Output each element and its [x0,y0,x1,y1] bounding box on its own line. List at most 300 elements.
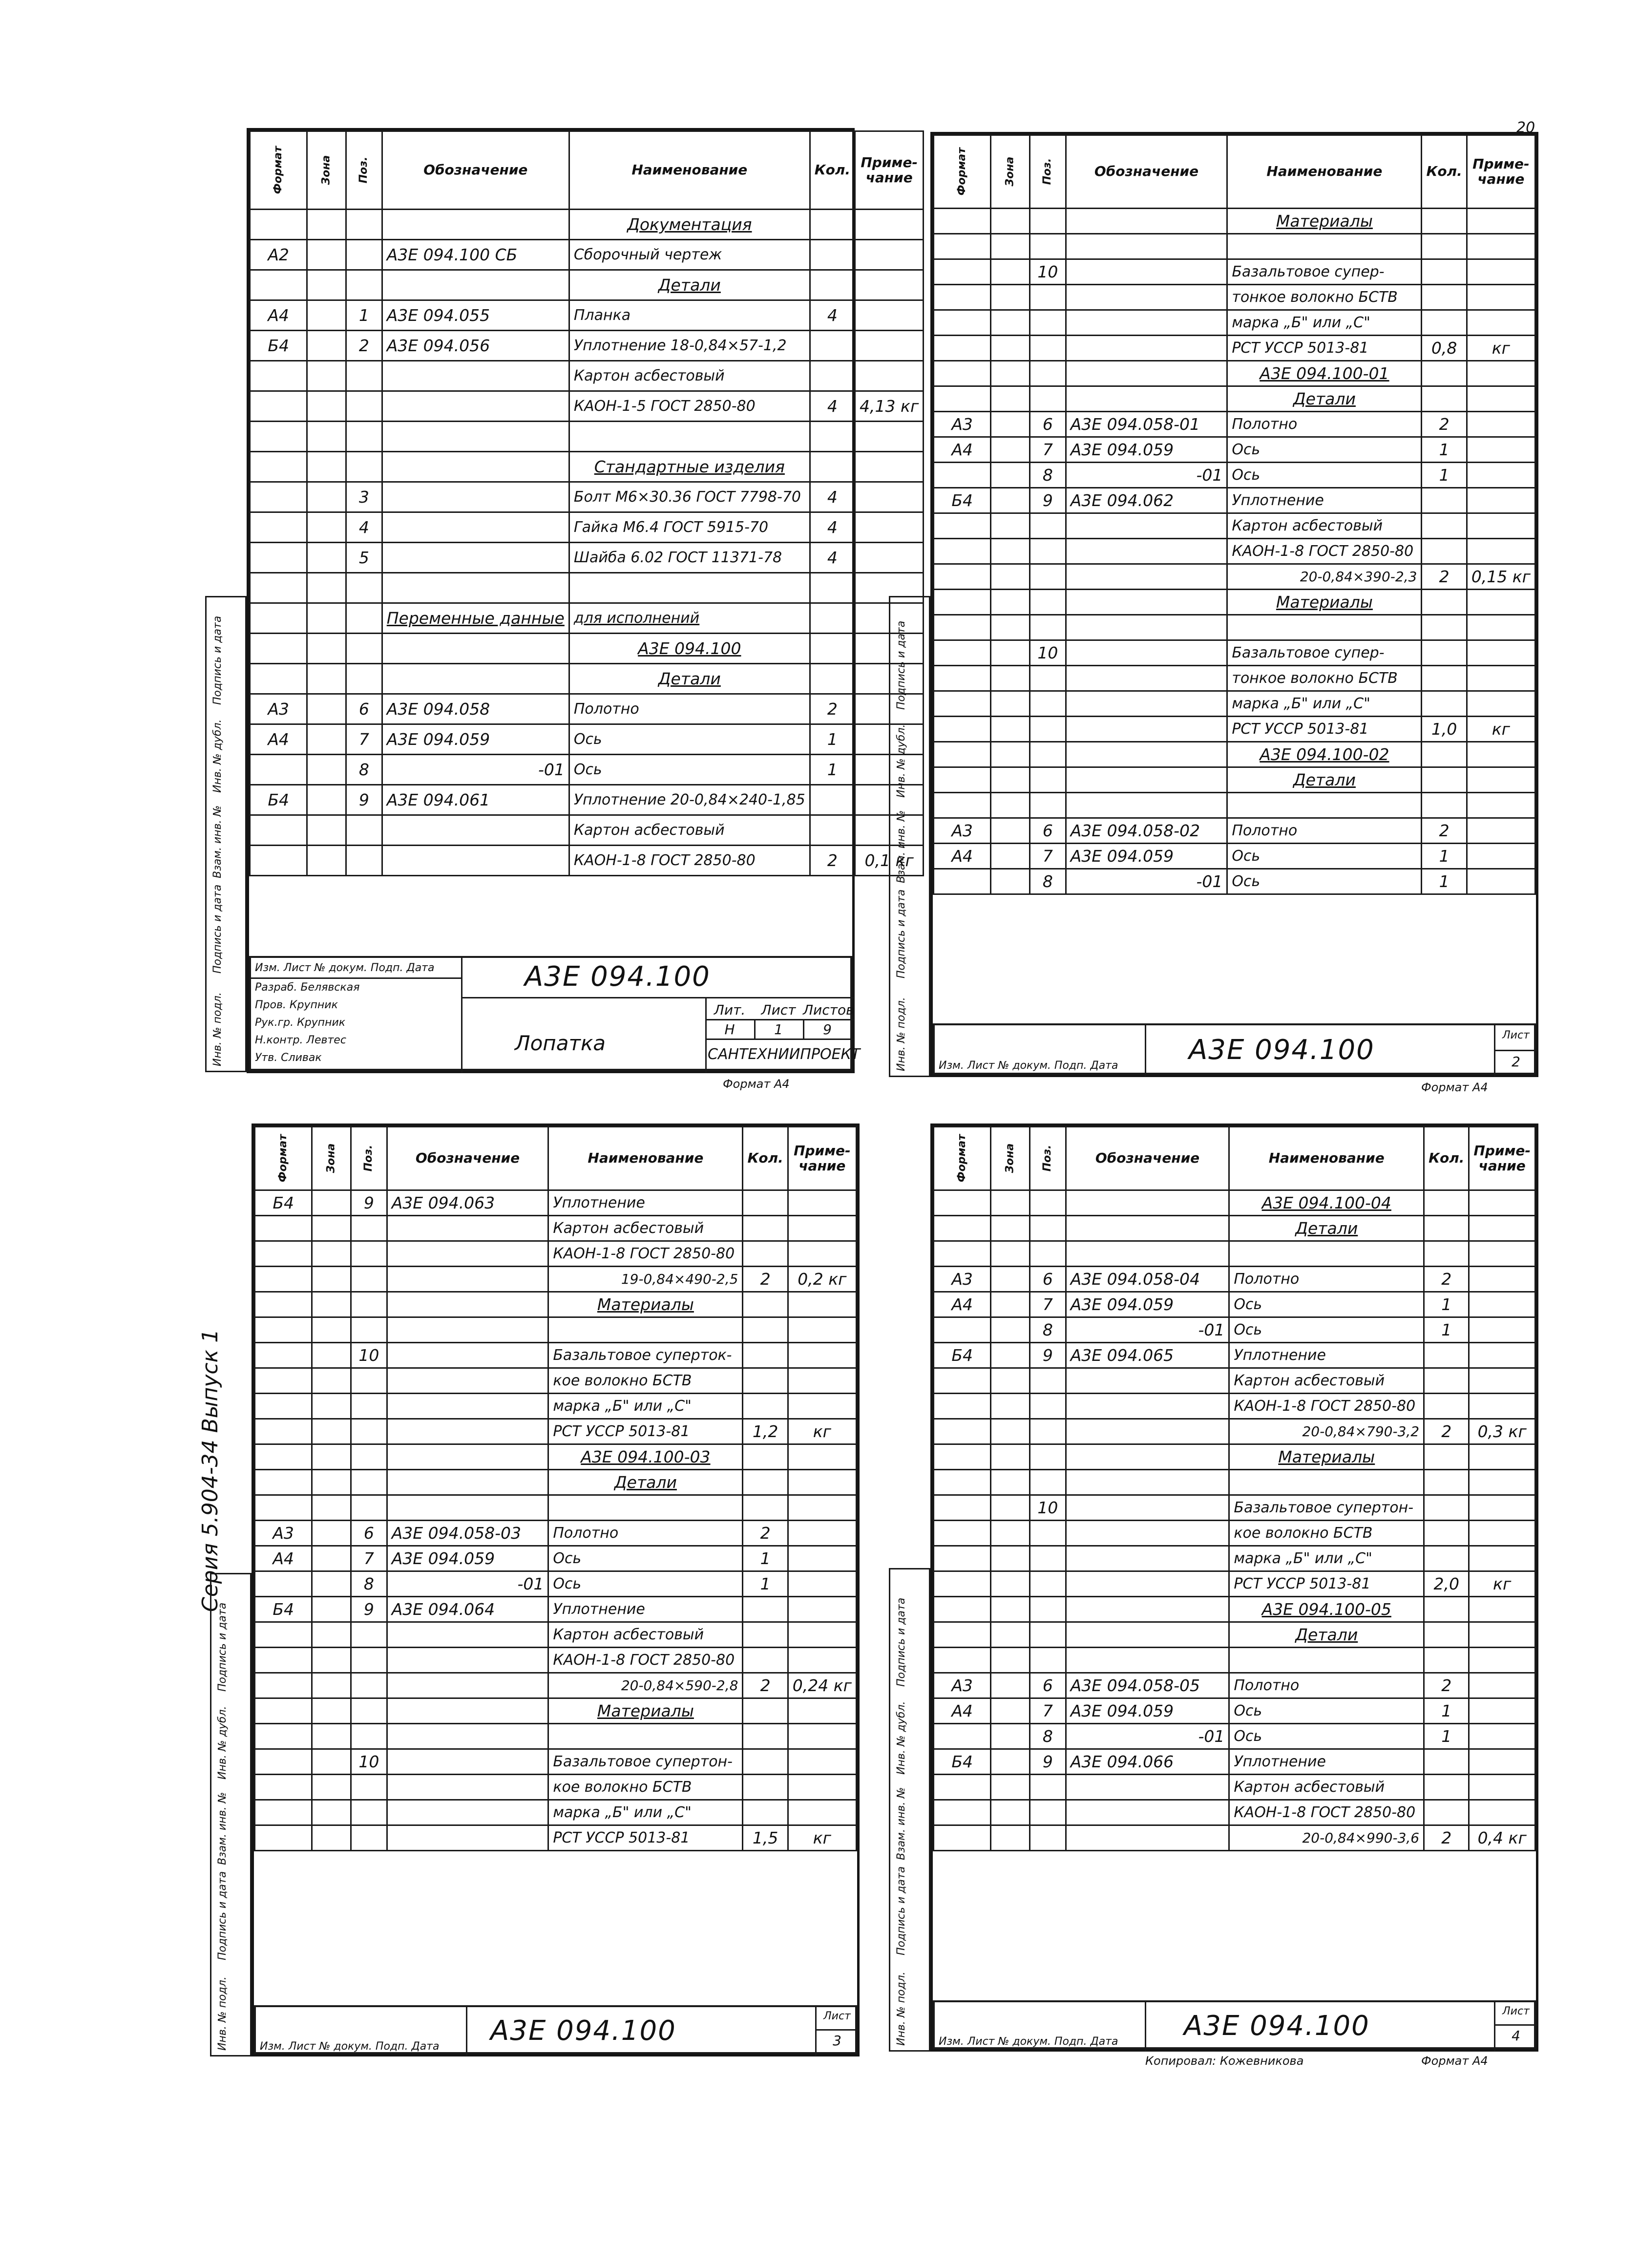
cell-qty [810,331,855,361]
table-row [934,1571,1535,1597]
stamp-person: Н.контр. Левтес [255,1034,346,1046]
cell-name: марка „Б" или „С" [1227,310,1422,336]
cell-position [351,1495,387,1521]
stamp-person: Пров. Крупник [255,999,338,1011]
cell-name: Ось [1227,463,1422,488]
cell-qty: 2,0 [1424,1571,1469,1597]
spec-sheet-4 [930,1123,1538,2052]
cell-note [1467,361,1535,386]
cell-position: 6 [1030,818,1066,844]
cell-zone [991,1775,1030,1800]
cell-note [1469,1343,1535,1368]
table-row [934,793,1535,818]
cell-note [855,452,924,482]
column-header-note: Приме-чание [1467,135,1535,209]
cell-position [1030,564,1066,590]
cell-qty: 1 [1424,1698,1469,1724]
table-row [255,1521,857,1546]
cell-zone [991,1470,1030,1495]
cell-note [1469,1495,1535,1521]
cell-format [934,767,991,793]
cell-qty [1424,1800,1469,1825]
cell-zone [991,259,1030,285]
cell-qty: 0,8 [1422,336,1467,361]
cell-note [788,1597,856,1622]
cell-position: 6 [351,1521,387,1546]
cell-designation: А3Е 094.059 [1066,1292,1229,1317]
cell-note [788,1444,856,1470]
cell-designation [1066,1394,1229,1419]
cell-qty: 1 [810,724,855,755]
table-row [934,1419,1535,1444]
cell-name: Болт М6×30.36 ГОСТ 7798-70 [569,482,810,512]
cell-note [788,1546,856,1571]
title-block [933,2000,1536,2049]
cell-note [1467,386,1535,412]
cell-designation [387,1317,548,1343]
column-header-name: Наименование [569,131,810,210]
cell-position [346,422,382,452]
header-row [934,1127,1535,1190]
table-row [250,634,924,664]
cell-position [351,1317,387,1343]
cell-note [1469,1292,1535,1317]
cell-zone [312,1622,351,1648]
cell-qty [810,815,855,846]
cell-name: Планка [569,300,810,331]
cell-designation: А3Е 094.059 [1066,844,1227,869]
table-row [255,1317,857,1343]
side-label: Взам. инв. № [216,1792,229,1865]
table-row [934,513,1535,539]
cell-qty: 1 [1422,844,1467,869]
stamp-roles: Изм. Лист № докум. Подп. Дата [255,962,435,974]
cell-qty: 2 [1424,1267,1469,1292]
cell-designation [1066,1241,1229,1267]
cell-zone [991,1724,1030,1749]
cell-zone [307,573,346,603]
cell-name: Полотно [548,1521,743,1546]
cell-note [1469,1470,1535,1495]
cell-designation [387,1394,548,1419]
cell-designation [1066,209,1227,234]
cell-position [1030,615,1066,640]
cell-name: Ось [1229,1724,1424,1749]
table-row [934,1724,1535,1749]
cell-position: 7 [1030,1698,1066,1724]
cell-format [255,1216,312,1241]
cell-name: Уплотнение [1229,1343,1424,1368]
cell-name [1229,1648,1424,1673]
table-row [255,1190,857,1216]
cell-designation [382,512,569,543]
cell-note [855,270,924,300]
table-row [934,1292,1535,1317]
cell-note [788,1292,856,1317]
cell-name: Материалы [1227,209,1422,234]
cell-zone [312,1673,351,1698]
table-row [934,361,1535,386]
cell-format [934,666,991,691]
cell-name: Сборочный чертеж [569,240,810,270]
cell-zone [312,1775,351,1800]
cell-name: А3Е 094.100 [569,634,810,664]
cell-format: А3 [934,412,991,437]
cell-name: Полотно [1229,1673,1424,1698]
side-label: Инв. № дубл. [895,724,907,798]
cell-position [1030,590,1066,615]
cell-zone [312,1343,351,1368]
cell-zone [312,1571,351,1597]
cell-position [1030,767,1066,793]
cell-zone [307,664,346,694]
cell-qty [810,452,855,482]
cell-note: 0,15 кг [1467,564,1535,590]
cell-designation [382,815,569,846]
cell-note [788,1216,856,1241]
cell-position [351,1724,387,1749]
table-row [934,1216,1535,1241]
cell-designation [387,1267,548,1292]
cell-name: 20-0,84×590-2,8 [548,1673,743,1698]
cell-qty [1422,793,1467,818]
cell-qty: 4 [810,300,855,331]
cell-name: Базальтовое супертон- [1229,1495,1424,1521]
table-row [934,1368,1535,1394]
cell-qty: 2 [1424,1673,1469,1698]
cell-zone [991,767,1030,793]
cell-format [255,1343,312,1368]
cell-designation [1066,1368,1229,1394]
cell-designation [1066,666,1227,691]
header-row [934,135,1535,209]
cell-format [934,691,991,717]
table-row [934,209,1535,234]
cell-note [1467,437,1535,463]
table-row [934,844,1535,869]
cell-format: Б4 [934,488,991,513]
cell-name: Картон асбестовый [569,361,810,391]
cell-designation [1066,513,1227,539]
cell-position [351,1292,387,1317]
table-row [255,1724,857,1749]
table-row [255,1470,857,1495]
cell-name: Базальтовое супертон- [548,1749,743,1775]
cell-name: Картон асбестовый [548,1216,743,1241]
cell-zone [991,539,1030,564]
cell-designation: А3Е 094.058 [382,694,569,724]
cell-name: А3Е 094.100-05 [1229,1597,1424,1622]
cell-position [1030,1190,1066,1216]
cell-qty [1424,1241,1469,1267]
cell-format [934,259,991,285]
cell-qty [810,240,855,270]
table-row [934,539,1535,564]
cell-name: Стандартные изделия [569,452,810,482]
cell-format [934,590,991,615]
cell-position [346,634,382,664]
table-row [934,1546,1535,1571]
cell-position [351,1698,387,1724]
cell-name [1227,615,1422,640]
table-row [255,1241,857,1267]
cell-position: 9 [351,1597,387,1622]
cell-position [351,1419,387,1444]
side-label: Инв. № дубл. [895,1701,907,1775]
table-row [934,234,1535,259]
cell-position [346,664,382,694]
cell-name [569,573,810,603]
column-header-zone: Зона [991,1127,1030,1190]
cell-position [351,1394,387,1419]
cell-designation [1066,1648,1229,1673]
column-header-pos: Поз. [351,1127,387,1190]
cell-note: 0,24 кг [788,1673,856,1698]
cell-zone [307,785,346,815]
cell-position [351,1241,387,1267]
cell-name: Ось [1227,437,1422,463]
cell-format: А3 [255,1521,312,1546]
table-row [934,1444,1535,1470]
cell-zone [991,793,1030,818]
cell-zone [312,1546,351,1571]
side-label: Инв. № подл. [211,992,224,1066]
table-row [255,1648,857,1673]
table-row [934,1648,1535,1673]
cell-designation [1066,1419,1229,1444]
column-header-qty: Кол. [1422,135,1467,209]
cell-format [934,386,991,412]
cell-designation [382,482,569,512]
cell-format [250,815,307,846]
side-label: Подпись и дата [895,1597,907,1687]
cell-designation [387,1622,548,1648]
cell-qty [743,1597,788,1622]
cell-qty [1424,1597,1469,1622]
cell-position [351,1648,387,1673]
cell-note [788,1749,856,1775]
table-row [934,412,1535,437]
cell-format [934,336,991,361]
cell-qty [743,1216,788,1241]
cell-zone [312,1419,351,1444]
cell-note [1467,209,1535,234]
table-row [255,1546,857,1571]
cell-designation [387,1698,548,1724]
cell-zone [991,1190,1030,1216]
table-row [934,615,1535,640]
table-row [934,285,1535,310]
cell-position [346,270,382,300]
cell-name: Шайба 6.02 ГОСТ 11371-78 [569,543,810,573]
cell-designation [1066,1597,1229,1622]
column-header-name: Наименование [1229,1127,1424,1190]
table-row [934,590,1535,615]
cell-zone [307,634,346,664]
sheet-label: Лист [1502,1029,1530,1041]
cell-designation [382,543,569,573]
cell-qty: 1,5 [743,1825,788,1851]
cell-name: Ось [1229,1292,1424,1317]
cell-zone [991,1800,1030,1825]
cell-zone [312,1444,351,1470]
cell-designation: А3Е 094.059 [1066,1698,1229,1724]
cell-qty: 2 [1422,412,1467,437]
cell-position [1030,1648,1066,1673]
cell-zone [991,1394,1030,1419]
cell-name: А3Е 094.100-01 [1227,361,1422,386]
cell-name: Базальтовое супер- [1227,640,1422,666]
table-row [250,452,924,482]
cell-note [1467,793,1535,818]
cell-zone [991,844,1030,869]
cell-note: 0,4 кг [1469,1825,1535,1851]
column-header-format: Формат [250,131,307,210]
cell-position: 6 [1030,1673,1066,1698]
cell-name: Детали [1227,386,1422,412]
table-row [934,1190,1535,1216]
side-label: Подпись и дата [895,1866,907,1955]
cell-name: марка „Б" или „С" [1227,691,1422,717]
cell-position: 10 [1030,640,1066,666]
side-strip-top-left [205,596,247,1072]
cell-format [934,463,991,488]
cell-format [250,512,307,543]
cell-format [934,1800,991,1825]
cell-designation: А3Е 094.062 [1066,488,1227,513]
cell-zone [991,412,1030,437]
cell-qty [1424,1648,1469,1673]
cell-format: А3 [934,1673,991,1698]
cell-format [250,270,307,300]
cell-format: А4 [934,437,991,463]
cell-designation [1066,539,1227,564]
cell-position [346,573,382,603]
table-row [250,755,924,785]
table-row [250,785,924,815]
table-row [934,1622,1535,1648]
side-label: Подпись и дата [211,615,224,705]
cell-format [934,1470,991,1495]
cell-zone [312,1216,351,1241]
column-header-qty: Кол. [810,131,855,210]
cell-format [934,640,991,666]
cell-note [855,543,924,573]
cell-position [1030,361,1066,386]
cell-designation [1066,767,1227,793]
cell-zone [307,755,346,785]
page-number: 20 [1516,119,1535,136]
cell-format: Б4 [255,1597,312,1622]
cell-format [255,1368,312,1394]
cell-designation [1066,615,1227,640]
drawing-code: А3Е 094.100 [1189,1034,1375,1066]
cell-qty: 1,2 [743,1419,788,1444]
cell-position: 10 [1030,1495,1066,1521]
cell-format: А4 [934,1698,991,1724]
cell-designation [1066,564,1227,590]
cell-designation [387,1343,548,1368]
column-header-pos: Поз. [1030,135,1066,209]
table-row [250,815,924,846]
cell-position [1030,1546,1066,1571]
cell-name: Уплотнение [548,1190,743,1216]
cell-format: Б4 [255,1190,312,1216]
cell-format [934,1597,991,1622]
table-row [934,1749,1535,1775]
cell-position [351,1673,387,1698]
cell-position [1030,336,1066,361]
table-row [934,1775,1535,1800]
cell-format [934,564,991,590]
table-row [255,1673,857,1698]
cell-name: Полотно [569,694,810,724]
cell-note [855,512,924,543]
cell-designation: А3Е 094.058-01 [1066,412,1227,437]
cell-designation [1066,1546,1229,1571]
cell-position [1030,1825,1066,1851]
cell-format [255,1698,312,1724]
cell-name: 20-0,84×390-2,3 [1227,564,1422,590]
cell-designation: А3Е 094.055 [382,300,569,331]
cell-zone [307,452,346,482]
cell-qty [1422,640,1467,666]
cell-position: 10 [1030,259,1066,285]
cell-qty [743,1775,788,1800]
cell-note [1467,869,1535,894]
column-header-zone: Зона [307,131,346,210]
cell-position: 9 [346,785,382,815]
cell-format [255,1622,312,1648]
cell-name: Материалы [1227,590,1422,615]
cell-format [250,603,307,634]
cell-zone [991,463,1030,488]
cell-qty [1424,1343,1469,1368]
cell-qty [743,1698,788,1724]
cell-zone [991,1597,1030,1622]
cell-qty [743,1444,788,1470]
cell-position [1030,386,1066,412]
cell-note: 4,13 кг [855,391,924,422]
table-row [250,240,924,270]
cell-name [1227,234,1422,259]
cell-qty [1424,1368,1469,1394]
header-row [255,1127,857,1190]
cell-note [788,1368,856,1394]
cell-format [934,361,991,386]
cell-format [934,1419,991,1444]
cell-designation: А3Е 094.058-02 [1066,818,1227,844]
cell-qty [1422,488,1467,513]
cell-note [1467,488,1535,513]
column-header-designation: Обозначение [387,1127,548,1190]
cell-format: А4 [250,300,307,331]
cell-format [934,615,991,640]
cell-note [1469,1521,1535,1546]
cell-name: Полотно [1229,1267,1424,1292]
cell-note [1467,539,1535,564]
cell-format: А2 [250,240,307,270]
cell-position: 6 [1030,1267,1066,1292]
cell-zone [991,361,1030,386]
cell-note [788,1698,856,1724]
cell-position [351,1775,387,1800]
cell-designation: -01 [1066,463,1227,488]
cell-format [934,1546,991,1571]
cell-position [1030,1800,1066,1825]
cell-format [934,1190,991,1216]
cell-note [1469,1216,1535,1241]
